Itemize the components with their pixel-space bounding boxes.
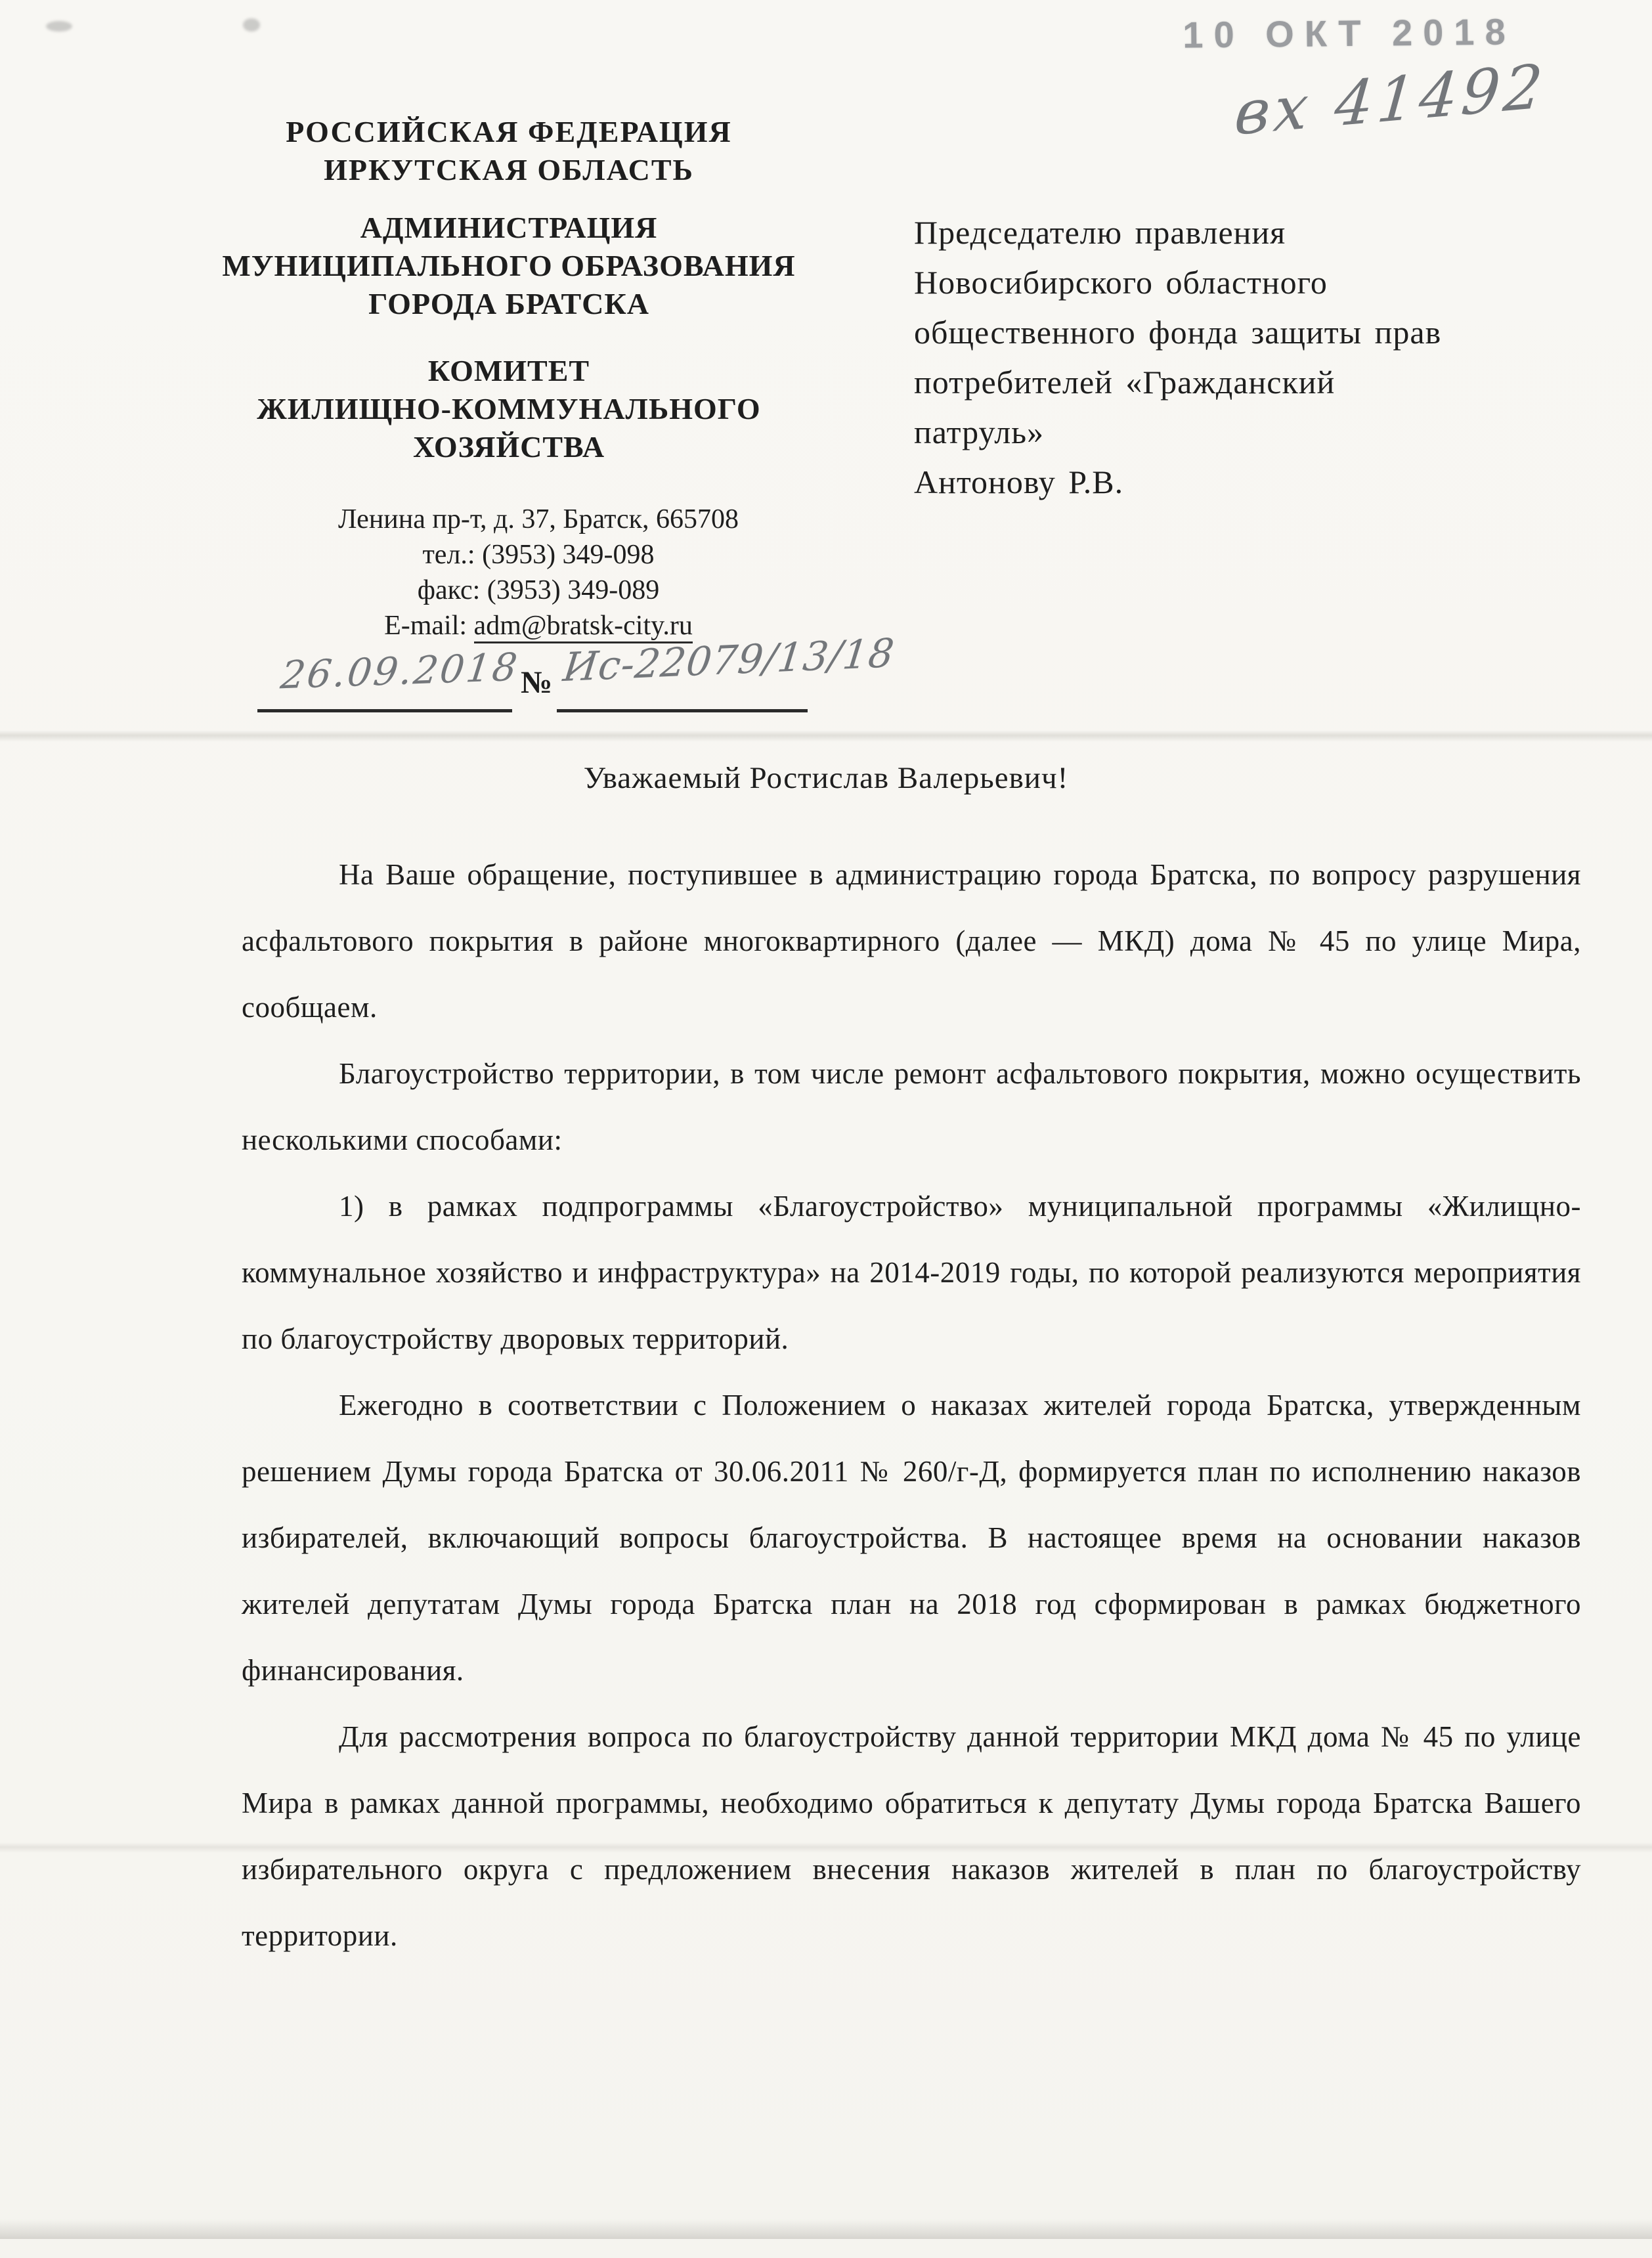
scan-smudge (243, 18, 260, 32)
letterhead-committee (210, 352, 808, 466)
letterhead-contact-block (263, 502, 814, 643)
number-underline (557, 709, 808, 712)
addressee-line: потребителей «Гражданский (914, 364, 1336, 401)
email-address: adm@bratsk-city.ru (474, 611, 693, 643)
phone-number: тел.: (3953) 349-098 (422, 540, 655, 570)
letterhead-country-region (210, 113, 808, 189)
letterhead-committee-line: ХОЗЯЙСТВА (412, 430, 605, 464)
addressee-name: Антонову Р.В. (914, 464, 1124, 500)
letterhead-region: ИРКУТСКАЯ ОБЛАСТЬ (324, 153, 694, 186)
letterhead-org-line: ГОРОДА БРАТСКА (368, 287, 649, 320)
addressee-block (914, 207, 1590, 507)
letterhead-country: РОССИЙСКАЯ ФЕДЕРАЦИЯ (286, 115, 732, 148)
body-paragraph: Ежегодно в соответствии с Положением о наказах жителей города Братска, утвержденным решением Думы города Братска от 30.06.2011 № 260/г-Д, формируется план по исполнению наказов избирателей, включающий вопросы благоустройства. В настоящее время на основании наказов жителей депутатам Думы города Братска план на 2018 год сформирован в рамках бюджетного финансирования. (242, 1389, 1581, 1687)
outgoing-number-handwriting: Ис-22079/13/18 (561, 630, 897, 691)
letterhead-org-line: МУНИЦИПАЛЬНОГО ОБРАЗОВАНИЯ (222, 249, 796, 282)
body-paragraph: На Ваше обращение, поступившее в администрацию города Братска, по вопросу разрушения асфальтового покрытия в районе многоквартирного (далее — МКД) дома № 45 по улице Мира, сообщаем. (242, 858, 1581, 1024)
addressee-line: Новосибирского областного (914, 264, 1328, 301)
addressee-line: Председателю правления (914, 214, 1286, 251)
received-date-stamp: 10 ОКТ 2018 (1183, 11, 1516, 56)
outgoing-date-handwriting: 26.09.2018 (278, 644, 522, 698)
email-label: E-mail: (384, 611, 474, 641)
date-underline (257, 709, 512, 712)
letterhead-committee-line: ЖИЛИЩНО-КОММУНАЛЬНОГО (257, 392, 761, 425)
addressee-line: патруль» (914, 414, 1045, 450)
incoming-number-handwriting: вх 41492 (1232, 51, 1550, 150)
letter-body (242, 842, 1581, 1969)
body-paragraph: Для рассмотрения вопроса по благоустройству данной территории МКД дома № 45 по улице Мира в рамках данной программы, необходимо обратиться к депутату Думы города Братска Вашего избирательного округа с предложением внесения наказов жителей в план по благоустройству территории. (242, 1720, 1581, 1952)
postal-address: Ленина пр-т, д. 37, Братск, 665708 (337, 504, 739, 534)
letterhead-organization (210, 209, 808, 323)
addressee-line: общественного фонда защиты прав (914, 314, 1442, 351)
body-paragraph: Благоустройство территории, в том числе ремонт асфальтового покрытия, можно осуществить несколькими способами: (242, 1057, 1581, 1156)
salutation: Уважаемый Ростислав Валерьевич! (583, 761, 1069, 795)
paper-bottom-crease (0, 2219, 1652, 2239)
letterhead-org-line: АДМИНИСТРАЦИЯ (360, 211, 658, 244)
fax-number: факс: (3953) 349-089 (417, 575, 660, 605)
scan-smudge (46, 21, 72, 32)
body-paragraph: 1) в рамках подпрограммы «Благоустройство» муниципальной программы «Жилищно-коммунальное хозяйство и инфраструктура» на 2014-2019 годы, по которой реализуются мероприятия по благоустройству дворовых территорий. (242, 1190, 1581, 1355)
number-sign: № (521, 665, 553, 700)
letterhead-committee-line: КОМИТЕТ (427, 354, 590, 387)
paper-fold-crease (0, 730, 1652, 742)
